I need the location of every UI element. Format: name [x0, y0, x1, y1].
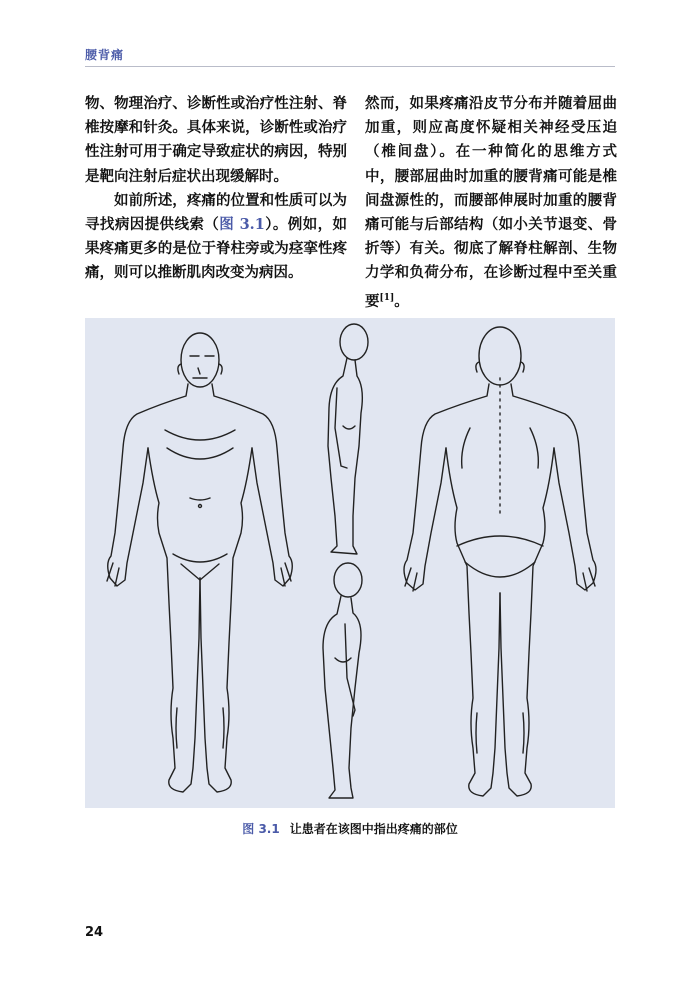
right-paragraph — [365, 92, 617, 314]
right-paragraph-text: 然而，如果疼痛沿皮节分布并随着屈曲加重，则应高度怀疑相关神经受压迫（椎间盘）。在一种简化的思维方式中，腰部屈曲时加重的腰背痛可能是椎间盘源性的，而腰部伸展时加重的腰背痛可能与后部结构（如小关节退变、骨折等）有关。彻底了解脊柱解剖、生物力学和负荷分布，在诊断过程中至关重要 — [365, 95, 617, 310]
figure-caption — [0, 820, 700, 837]
figure-reference-link[interactable]: 图 3.1 — [219, 216, 265, 234]
running-head: 腰背痛 — [85, 48, 125, 62]
header-divider — [85, 66, 615, 67]
body-diagram-figure — [85, 318, 615, 808]
right-paragraph-end: 。 — [394, 292, 409, 310]
left-paragraph-2-start: 如前所述，疼痛的位置和性质可以为寻找病因提供线索（ — [85, 191, 347, 234]
right-column — [365, 92, 617, 314]
left-paragraph-2 — [85, 189, 347, 286]
figure-caption-label: 图 3.1 — [242, 822, 280, 836]
left-paragraph-2-end: ）。例如，如果疼痛更多的是位于脊柱旁或为痉挛性疼痛，则可以推断肌肉改变为病因。 — [85, 216, 348, 282]
left-column — [85, 92, 347, 286]
body-diagram — [85, 318, 615, 808]
back-body-outline — [404, 327, 596, 796]
citation-marker[interactable]: [1] — [379, 292, 395, 303]
left-paragraph-1: 物、物理治疗、诊断性或治疗性注射、脊椎按摩和针灸。具体来说，诊断性或治疗性注射可用于确定导致症状的病因，特别是靶向注射后症状出现缓解时。 — [85, 95, 347, 185]
page-number: 24 — [85, 925, 104, 940]
side-body-outline-upper — [328, 324, 368, 554]
side-body-outline-lower — [323, 563, 362, 798]
front-body-outline — [107, 333, 292, 792]
figure-caption-text: 让患者在该图中指出疼痛的部位 — [289, 822, 458, 836]
